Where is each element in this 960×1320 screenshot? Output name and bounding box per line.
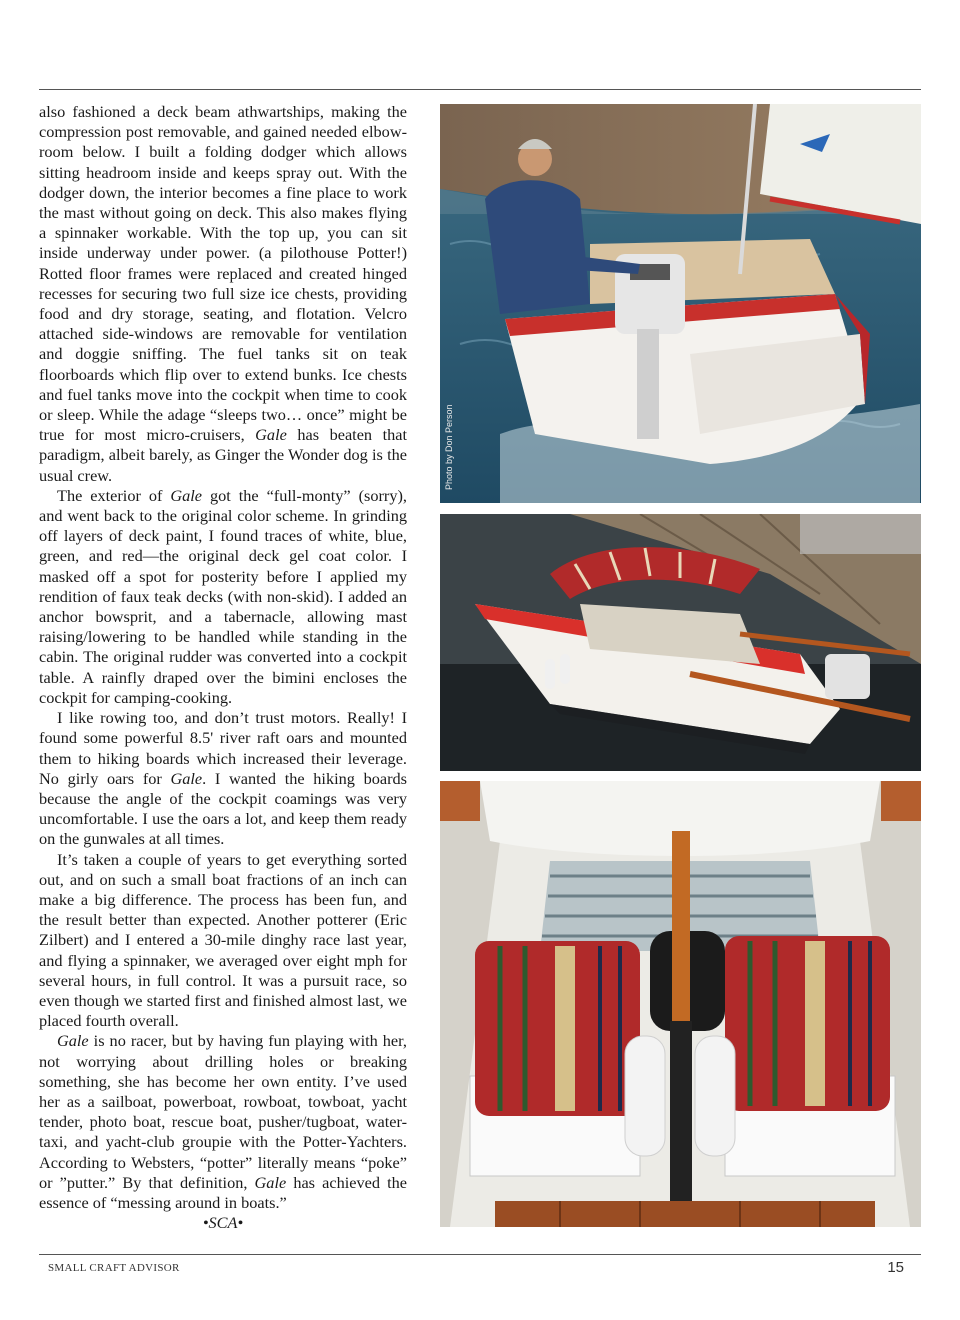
article-body [39, 102, 407, 1233]
boat-name: Gale [170, 485, 203, 505]
paragraph-text: I like rowing too, and don’t trust motors. Really! I found some powerful 8.5' river raft oars and mounted them to hiking boards which increased their leverage. No girly oars for [39, 708, 407, 788]
paragraph-text: has beaten that paradigm, albeit barely, as Ginger the Wonder dog is the usual crew. [39, 425, 408, 485]
photo-boat-at-dock [440, 514, 921, 771]
paragraph-text: is no racer, but by having fun playing with her, not worrying about drilling holes or breaking something, she has become her own entity. I’ve used her as a sailboat, powerboat, rowboat, towboat, yacht tender, photo boat, rescue boat, pusher/tugboat, water-taxi, and yacht-club groupie with the Potter-Yachters. According to Websters, “potter” literally means “poke” or ”putter.” By that definition, [39, 1031, 407, 1192]
boat-name: Gale [170, 768, 203, 788]
article-paragraph [39, 102, 407, 486]
paragraph-text: The exterior of [57, 485, 171, 505]
page-number: 15 [887, 1259, 904, 1276]
sign-off: •SCA• [202, 1213, 244, 1233]
footer-rule [39, 1254, 921, 1255]
boat-name: Gale [255, 425, 287, 445]
article-paragraph [39, 708, 407, 849]
paragraph-text: has achieved the essence of “messing around in boats.” [39, 1172, 407, 1212]
paragraph-text: . I wanted the hiking boards because the angle of the cockpit coamings was very uncomfortable. I use the oars a lot, and keep them ready on the gunwales at all times. [39, 768, 407, 849]
boat-name: Gale [57, 1031, 89, 1051]
paragraph-text: It’s taken a couple of years to get everything sorted out, and on such a small boat fractions of an inch can make a big difference. The process has been fun, and the result better than expected. Another potterer (Eric Zilbert) and I entered a 30-mile dinghy race last year, and flying a spinnaker, we averaged over eight mph for several hours, in full control. It was a pursuit race, so even though we started first and finished almost last, we placed fourth overall. [39, 849, 407, 1031]
photo-cabin-interior [440, 781, 921, 1227]
article-paragraph [39, 1031, 407, 1213]
paragraph-text: got the “full-monty” (sorry), and went back to the original color scheme. In grinding off layers of deck paint, I found traces of white, blue, green, and red—the original deck gel coat color. I masked off a spot for posterity before I applied my rendition of faux teak decks (with non-skid). I added an anchor bowsprit, and a tabernacle, allowing mast raising/lowering to be handled while standing in the cabin. The original rudder was converted into a cockpit table. A rainfly draped over the bimini encloses the cockpit for camping-cooking. [39, 485, 407, 707]
article-paragraph [39, 486, 407, 708]
paragraph-text: also fashioned a deck beam athwartships, making the compression post removable, and gained needed elbow-room below. I built a folding dodger which allows sitting headroom inside and keeps spray out. With the dodger down, the interior becomes a fine place to work the mast without going on deck. This also makes flying a spinnaker workable. With the top up, you can sit inside underway under power. (a pilothouse Potter!) Rotted floor frames were replaced and created hinged recesses for securing two full size ice chests, providing food and dry storage, seating, and flotation. Velcro attached side-windows are removable for ventilation and doggie sniffing. The fuel tanks sit on teak floorboards which flip over to extend bunks. Ice chests and fuel tanks move into the cockpit when time to cook or sleep. While the adage “sleeps two… once” might be true for most micro-cruisers, [39, 102, 407, 445]
top-rule [39, 89, 921, 90]
magazine-name: SMALL CRAFT ADVISOR [48, 1262, 180, 1274]
photo-credit: Photo by Don Person [444, 404, 454, 490]
article-paragraph [39, 850, 407, 1032]
boat-name: Gale [254, 1172, 287, 1192]
photo-sailor-outboard [440, 104, 921, 503]
